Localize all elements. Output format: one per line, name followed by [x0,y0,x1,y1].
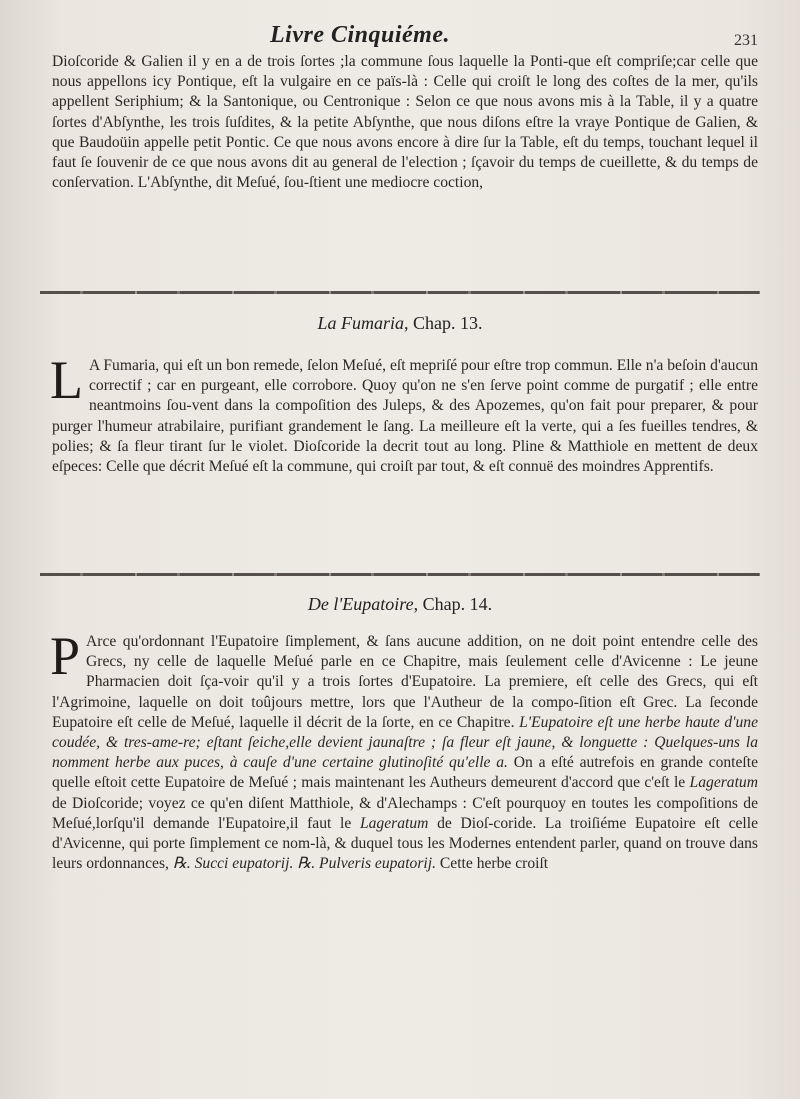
continued-paragraph-text: Dioſcoride & Galien il y en a de trois ſortes ;la commune ſous laquelle la Ponti-que eſt compriſe;car celle que nous appellons icy Pontique, eſt la vulgaire en ce païs-là : Celle qui croiſt le long des coſtes de la mer, qu'ils appellent Seriphium; & la Santonique, ou Centronique : Selon ce que nous avons mis à la Table, il y a quatre ſortes d'Abſynthe, les trois ſuſdites, & la petite Abſynthe, que nous diſons eſtre la vraye Pontique de Galien, & que Baudoüin appelle petit Pontic. Ce que nous avons encore à dire ſur la Table, eſt du temps, touchant lequel il faut ſe ſouvenir de ce que nous avons dit au general de l'election ; ſçavoir du temps de cueillette, & du temps de conſervation. L'Abſynthe, dit Meſué, ſou-ſtient une mediocre coction, [52,53,758,192]
eupatoire-text-5: Cette herbe croiſt [439,855,549,873]
chapter-label: , Chap. 14. [413,594,493,614]
drop-cap: P [50,626,81,686]
ornamental-rule [40,291,760,294]
page-number: 231 [734,32,758,49]
continued-paragraph [52,52,758,193]
eupatoire-text-2: On a eſté autrefois en grande conteſte quelle eſtoit cette Eupatoire de Meſué ; mais maintenant les Autheurs demeurent d'accord que c'eſt le [52,754,759,792]
ornamental-rule [40,573,760,576]
chapter-heading-fumaria [0,313,800,334]
eupatoire-text-3: de Dioſcoride; voyez ce qu'en diſent Matthiole, & d'Alechamps : C'eſt pourquoy en toutes les compoſitions de Meſué,lorſqu'il demande l'Eupatoire,il faut le [52,794,758,832]
page-header [0,18,800,52]
prescription-pulveris: ℞. Pulveris eupatorij. [297,855,436,873]
eupatoire-text-4: de Dioſ-coride. La troiſiéme Eupatoire eſt celle d'Avicenne, qui porte ſimplement ce nom-là, & duquel tous les Modernes entendent parler, quand on trouve dans leurs ordonnances, [52,814,759,873]
running-title: Livre Cinquiéme. [270,22,450,48]
mesue-quote: L'Eupatoire eſt une herbe haute d'une coudée, & tres-ame-re; eſtant ſeiche,elle devient jaunaſtre ; ſa fleur eſt jaune, & longuette : Quelques-uns la nomment herbe aux puces, à cauſe d'une certaine glutinoſité qu'elle a. [52,713,758,772]
chapter-title: De l'Eupatoire [307,594,414,614]
drop-cap: L [50,350,83,410]
latin-term: Lageratum [689,774,758,792]
latin-term: Lageratum [359,814,429,832]
fumaria-paragraph [50,350,758,477]
eupatoire-text-1: Arce qu'ordonnant l'Eupatoire ſimplement, & ſans aucune addition, on ne doit point entendre celle des Grecs, ny celle de laquelle Meſué parle en ce Chapitre, mais ſeulement celle d'Avicenne : Le jeune Pharmacien doit ſça-voir qu'il y a trois ſortes d'Eupatoire. La premiere, eſt celle des Grecs, qui eſt l'Agrimoine, laquelle on doit toûjours mettre, lors que l'Autheur de la compo-ſition eſt Grec. La ſeconde Eupatoire eſt celle de Meſué, laquelle il décrit de la ſorte, en ce Chapitre. [52,633,758,731]
fumaria-text: A Fumaria, qui eſt un bon remede, ſelon Meſué, eſt mepriſé pour eſtre trop commun. Elle n'a beſoin d'aucun correctif ; car en purgeant, elle corrobore. Quoy qu'on ne s'en ſerve point comme de purgatif ; elle entre neantmoins ſou-vent dans la compoſition des Juleps, & des Apozemes, qu'on fait pour preparer, & pour purger l'humeur atrabilaire, purifiant grandement le ſang. La meilleure eſt la verte, qui a ſes fueilles tendres, & polies; & ſa fleur tirant ſur le violet. Dioſcoride la decrit tout au long. Pline & Matthiole en mettent de deux eſpeces: Celle que décrit Meſué eſt la commune, qui croiſt par tout, & eſt connuë des moindres Apprentifs. [52,357,758,476]
prescription-succi: ℞. Succi eupatorij. [172,855,294,873]
eupatoire-paragraph [50,626,759,874]
chapter-label: , Chap. 13. [404,313,483,333]
chapter-heading-eupatoire [0,594,800,615]
chapter-title: La Fumaria [317,313,404,333]
